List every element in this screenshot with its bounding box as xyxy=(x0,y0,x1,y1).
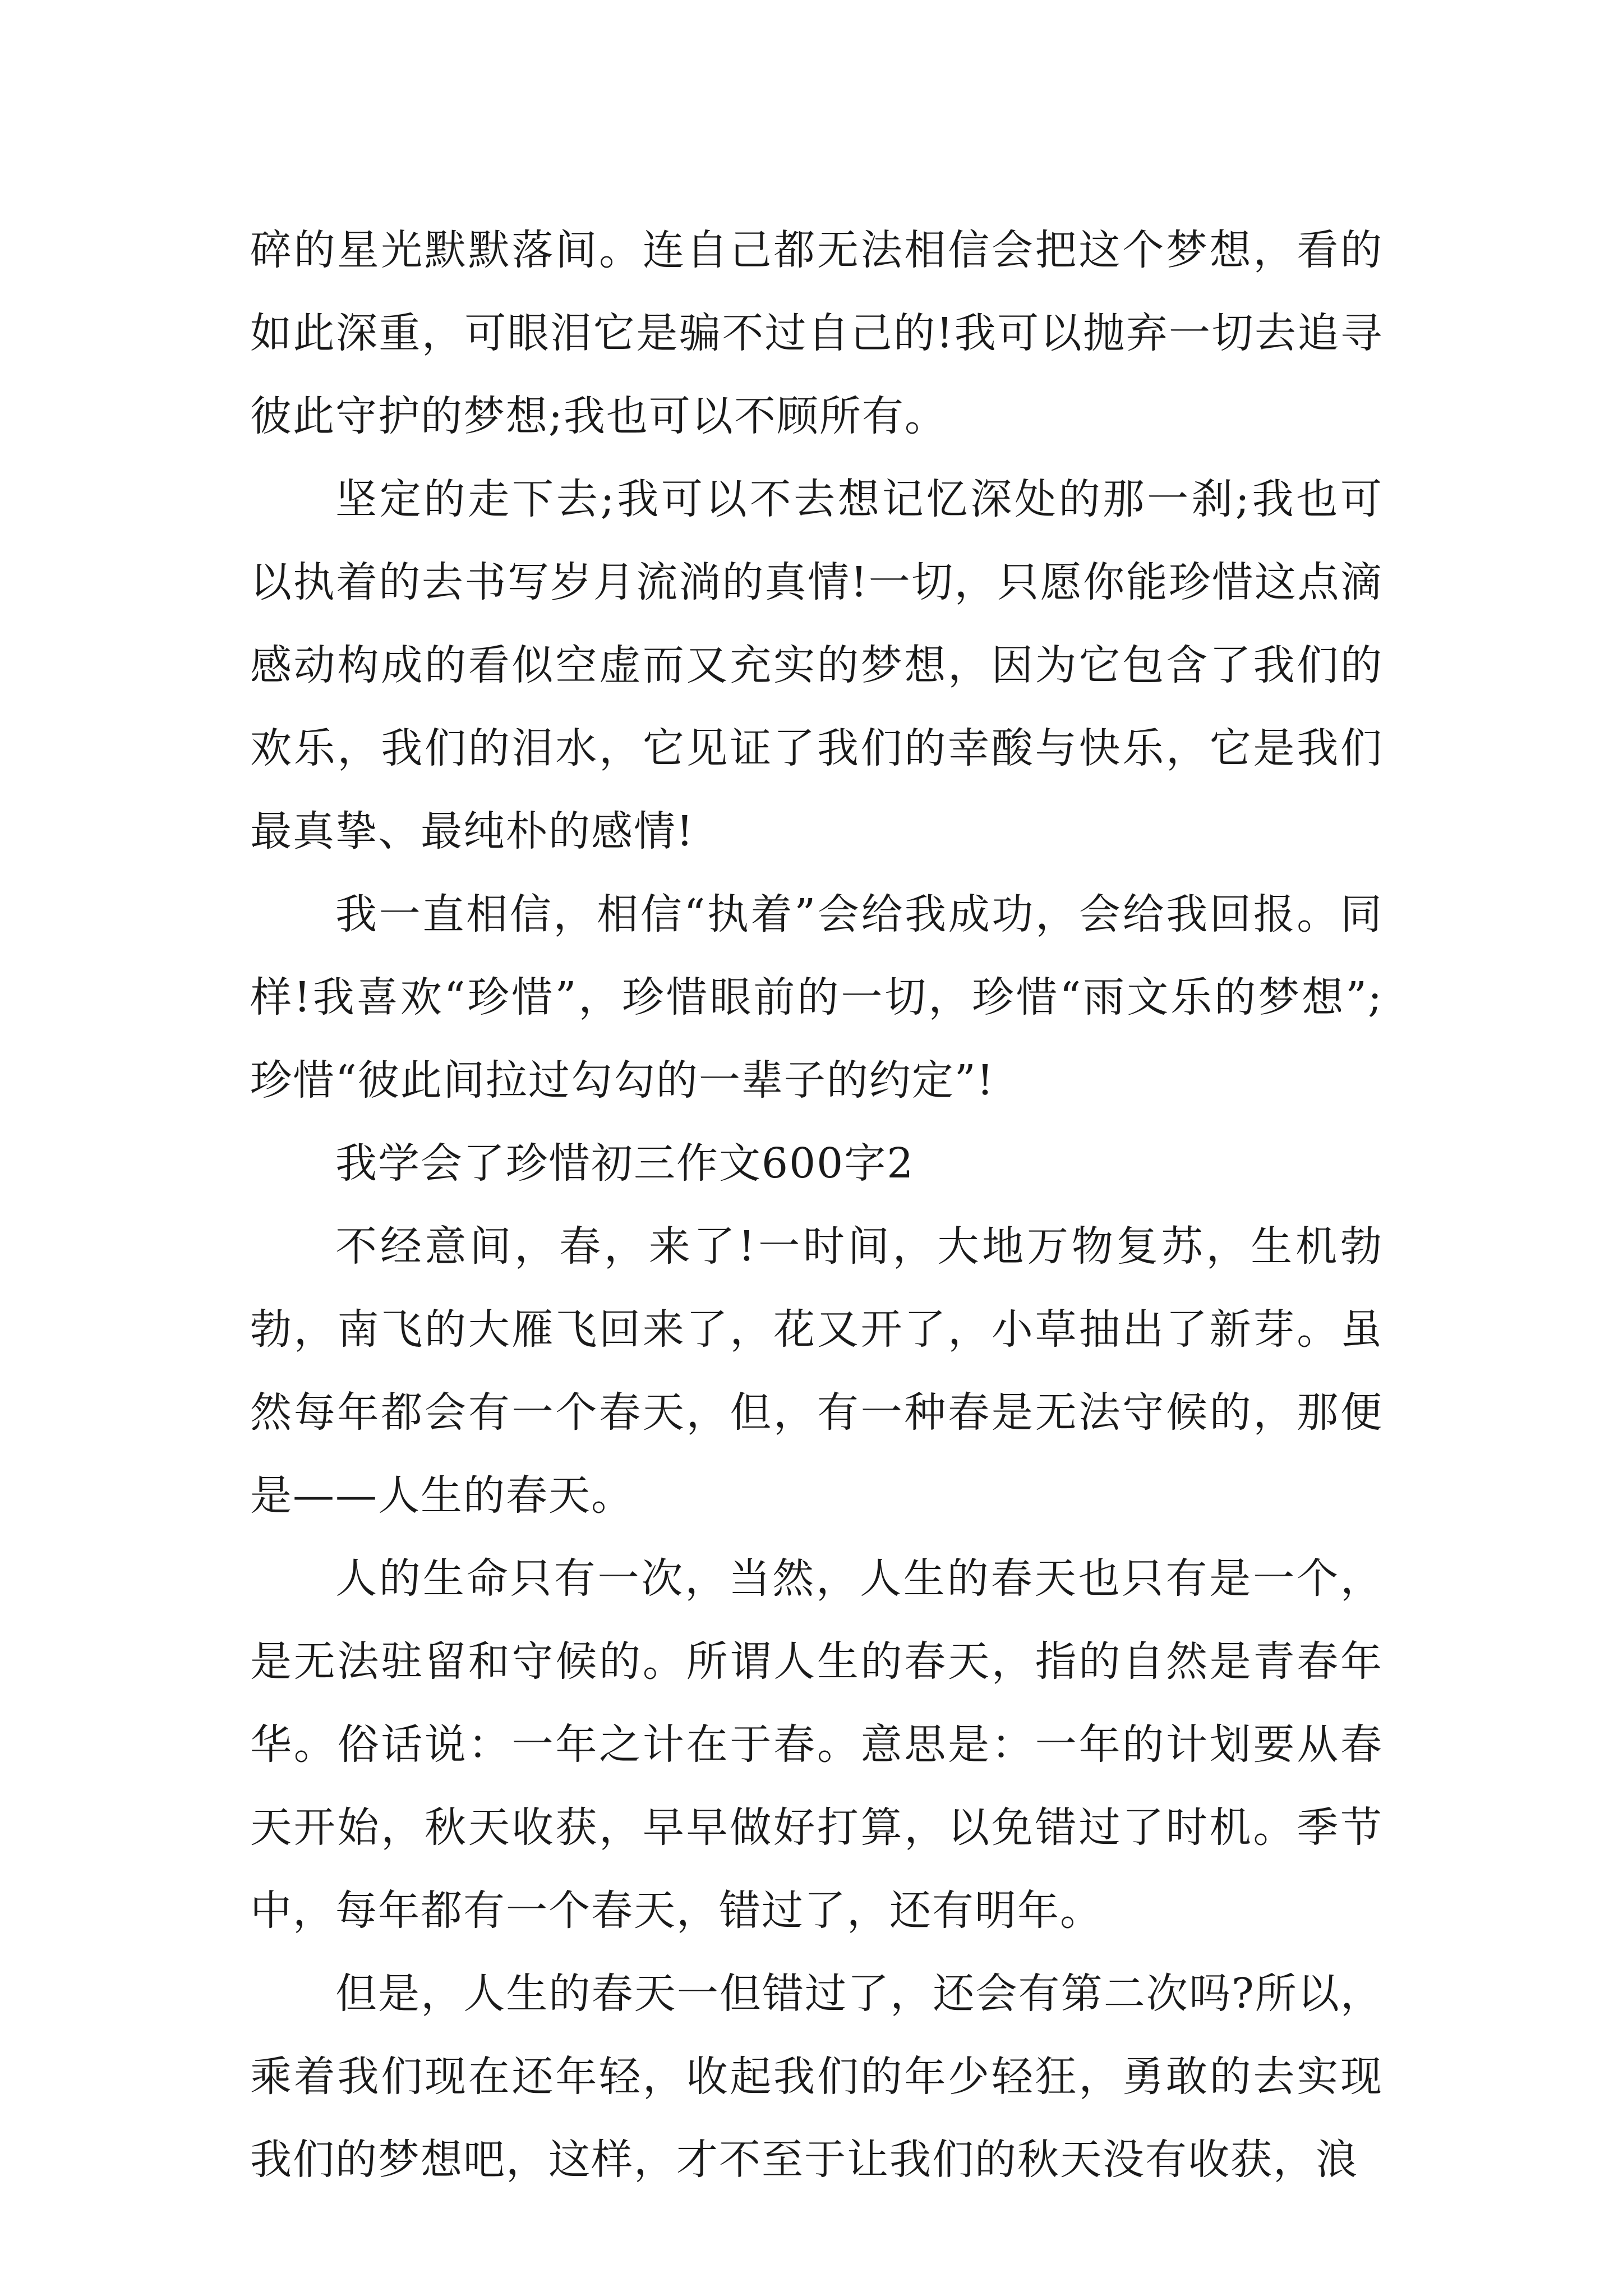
paragraph-6: 但是，人生的春天一但错过了，还会有第二次吗?所以，乘着我们现在还年轻，收起我们的年少轻狂，勇敢的去实现我们的梦想吧，这样，才不至于让我们的秋天没有收获，浪 xyxy=(250,1970,1383,2184)
paragraph-5: 人的生命只有一次，当然，人生的春天也只有是一个，是无法驻留和守候的。所谓人生的春天，指的自然是青春年华。俗话说：一年之计在于春。意思是：一年的计划要从春天开始，秋天收获，早早做好打算，以免错过了时机。季节中，每年都有一个春天，错过了，还有明年。 xyxy=(250,1554,1383,1935)
paragraph-2: 坚定的走下去;我可以不去想记忆深处的那一刹;我也可以执着的去书写岁月流淌的真情!一切，只愿你能珍惜这点滴感动构成的看似空虚而又充实的梦想，因为它包含了我们的欢乐，我们的泪水，它见证了我们的幸酸与快乐，它是我们最真挚、最纯朴的感情! xyxy=(250,475,1383,855)
document-body xyxy=(250,209,1383,2201)
paragraph-3: 我一直相信，相信“执着”会给我成功，会给我回报。同样!我喜欢“珍惜”，珍惜眼前的一切，珍惜“雨文乐的梦想”;珍惜“彼此间拉过勾勾的一辈子的约定”! xyxy=(250,890,1383,1105)
section-heading: 我学会了珍惜初三作文600字2 xyxy=(335,1139,915,1188)
paragraph-1: 碎的星光默默落间。连自己都无法相信会把这个梦想，看的如此深重，可眼泪它是骗不过自己的!我可以抛弃一切去追寻彼此守护的梦想;我也可以不顾所有。 xyxy=(250,226,1383,440)
paragraph-4: 不经意间，春，来了!一时间，大地万物复苏，生机勃勃，南飞的大雁飞回来了，花又开了，小草抽出了新芽。虽然每年都会有一个春天，但，有一种春是无法守候的，那便是——人生的春天。 xyxy=(250,1222,1383,1520)
